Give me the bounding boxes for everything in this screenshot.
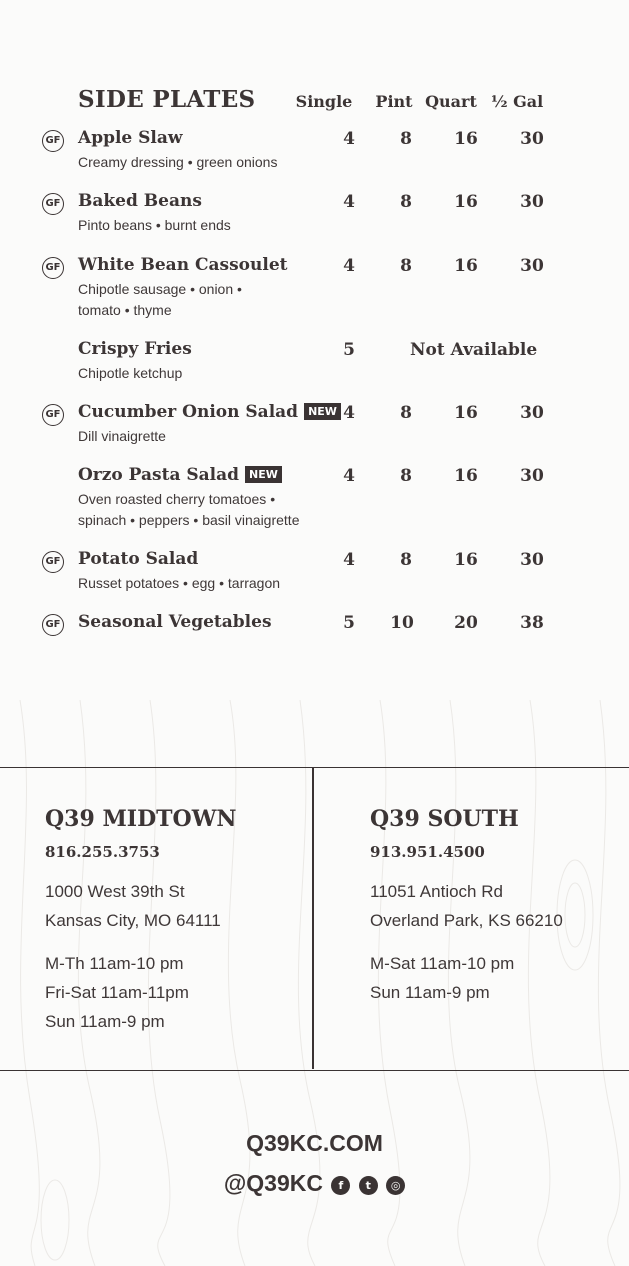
price-pint: 8 bbox=[400, 129, 412, 149]
price-quart: 20 bbox=[454, 613, 478, 633]
price-single: 4 bbox=[343, 192, 355, 212]
address-line: Kansas City, MO 64111 bbox=[45, 911, 221, 930]
hours-line: Fri-Sat 11am-11pm bbox=[45, 983, 189, 1002]
price-half-gallon: 30 bbox=[520, 256, 544, 276]
item-description: Russet potatoes • egg • tarragon bbox=[78, 575, 281, 591]
item-description: Chipotle sausage • onion • tomato • thyme bbox=[78, 281, 242, 318]
price-pint: 8 bbox=[400, 192, 412, 212]
item-name-row bbox=[78, 465, 282, 485]
gluten-free-icon: GF bbox=[42, 614, 64, 636]
price-quart: 16 bbox=[454, 466, 478, 486]
location-south bbox=[370, 806, 563, 1007]
price-half-gallon: 30 bbox=[520, 192, 544, 212]
column-quart: Quart bbox=[425, 92, 477, 111]
hours-line: M-Th 11am-10 pm bbox=[45, 954, 184, 973]
locations-panel bbox=[0, 767, 629, 1071]
hours-line: M-Sat 11am-10 pm bbox=[370, 954, 515, 973]
menu-header bbox=[0, 86, 629, 122]
gluten-free-icon: GF bbox=[42, 551, 64, 573]
location-hours bbox=[45, 949, 237, 1036]
price-pint: 8 bbox=[400, 466, 412, 486]
item-description: Chipotle ketchup bbox=[78, 365, 183, 381]
item-name: Crispy Fries bbox=[78, 339, 192, 359]
price-single: 4 bbox=[343, 403, 355, 423]
gluten-free-icon: GF bbox=[42, 404, 64, 426]
price-single: 5 bbox=[343, 340, 355, 360]
address-line: 1000 West 39th St bbox=[45, 882, 185, 901]
price-half-gallon: 30 bbox=[520, 466, 544, 486]
price-quart: 16 bbox=[454, 129, 478, 149]
price-pint: 8 bbox=[400, 550, 412, 570]
column-pint: Pint bbox=[375, 92, 413, 111]
locations-divider bbox=[312, 768, 314, 1069]
item-name: Seasonal Vegetables bbox=[78, 612, 272, 632]
price-single: 4 bbox=[343, 466, 355, 486]
price-half-gallon: 30 bbox=[520, 403, 544, 423]
location-phone[interactable]: 816.255.3753 bbox=[45, 843, 160, 861]
price-single: 4 bbox=[343, 256, 355, 276]
location-phone[interactable]: 913.951.4500 bbox=[370, 843, 485, 861]
price-single: 5 bbox=[343, 613, 355, 633]
item-name-row bbox=[78, 402, 341, 422]
item-name: Orzo Pasta Salad bbox=[78, 465, 240, 485]
column-single: Single bbox=[295, 92, 353, 111]
price-pint: 8 bbox=[400, 256, 412, 276]
location-name: Q39 MIDTOWN bbox=[45, 806, 237, 832]
price-quart: 16 bbox=[454, 192, 478, 212]
social-row bbox=[0, 1170, 629, 1197]
facebook-icon[interactable]: f bbox=[331, 1176, 350, 1195]
location-address bbox=[45, 877, 237, 935]
price-half-gallon: 30 bbox=[520, 129, 544, 149]
price-half-gallon: 30 bbox=[520, 550, 544, 570]
social-handle[interactable]: @Q39KC bbox=[223, 1170, 323, 1196]
price-quart: 16 bbox=[454, 550, 478, 570]
new-badge: NEW bbox=[245, 466, 282, 483]
address-line: 11051 Antioch Rd bbox=[370, 882, 503, 901]
item-name: Cucumber Onion Salad bbox=[78, 402, 299, 422]
item-name: White Bean Cassoulet bbox=[78, 255, 288, 275]
item-name: Apple Slaw bbox=[78, 128, 183, 148]
gluten-free-icon: GF bbox=[42, 130, 64, 152]
gluten-free-icon: GF bbox=[42, 257, 64, 279]
location-name: Q39 SOUTH bbox=[370, 806, 519, 832]
item-description: Oven roasted cherry tomatoes • spinach • peppers • basil vinaigrette bbox=[78, 491, 300, 528]
price-half-gallon: 38 bbox=[520, 613, 544, 633]
location-address bbox=[370, 877, 563, 935]
price-single: 4 bbox=[343, 550, 355, 570]
item-description: Pinto beans • burnt ends bbox=[78, 217, 231, 233]
item-name: Potato Salad bbox=[78, 549, 199, 569]
not-available-note: Not Available bbox=[410, 340, 538, 360]
new-badge: NEW bbox=[304, 403, 341, 420]
column-half-gallon: ½ Gal bbox=[490, 92, 544, 111]
hours-line: Sun 11am-9 pm bbox=[370, 983, 490, 1002]
location-midtown bbox=[45, 806, 237, 1036]
item-name: Baked Beans bbox=[78, 191, 202, 211]
price-pint: 8 bbox=[400, 403, 412, 423]
item-description: Creamy dressing • green onions bbox=[78, 154, 278, 170]
section-title: SIDE PLATES bbox=[78, 86, 256, 113]
gluten-free-icon: GF bbox=[42, 193, 64, 215]
item-description: Dill vinaigrette bbox=[78, 428, 166, 444]
price-quart: 16 bbox=[454, 403, 478, 423]
hours-line: Sun 11am-9 pm bbox=[45, 1012, 165, 1031]
twitter-icon[interactable]: t bbox=[359, 1176, 378, 1195]
price-quart: 16 bbox=[454, 256, 478, 276]
location-hours bbox=[370, 949, 563, 1007]
website-link[interactable]: Q39KC.COM bbox=[246, 1130, 383, 1156]
price-single: 4 bbox=[343, 129, 355, 149]
instagram-icon[interactable]: ◎ bbox=[386, 1176, 405, 1195]
address-line: Overland Park, KS 66210 bbox=[370, 911, 563, 930]
price-pint: 10 bbox=[390, 613, 414, 633]
